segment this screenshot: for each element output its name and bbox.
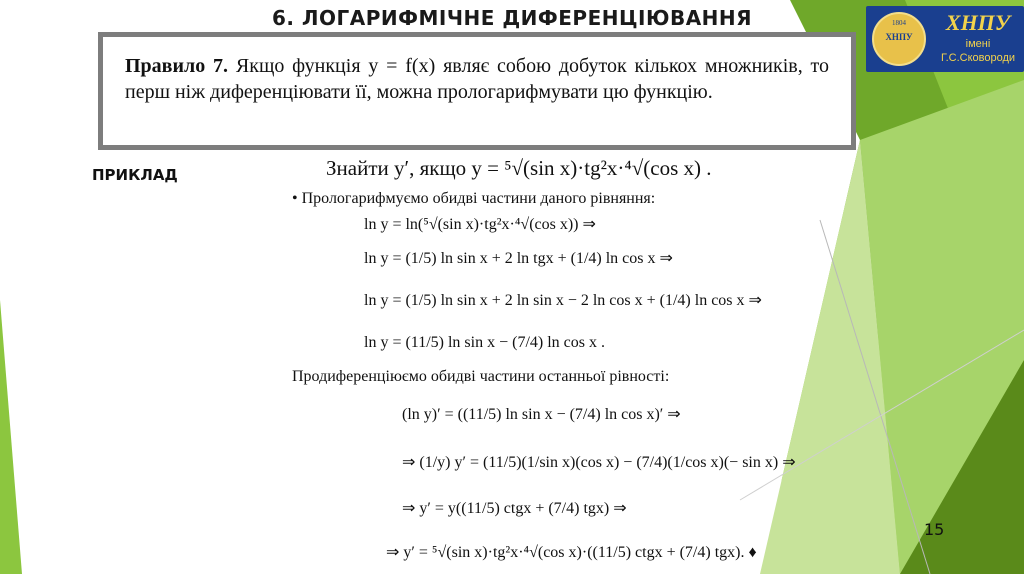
equation-6: ⇒ (1/y) y′ = (11/5)(1/sin x)(cos x) − (7/4)(1/cos x)(− sin x) ⇒ xyxy=(402,454,796,471)
equation-5: (ln y)′ = ((11/5) ln sin x − (7/4) ln cos x)′ ⇒ xyxy=(402,406,681,423)
equation-7: ⇒ y′ = y((11/5) ctgx + (7/4) tgx) ⇒ xyxy=(402,500,627,517)
example-label: ПРИКЛАД xyxy=(92,166,178,184)
logo-line3: Г.С.Сковороди xyxy=(940,52,1016,64)
seal-abbr: ХНПУ xyxy=(885,32,913,42)
university-seal-icon xyxy=(872,12,926,66)
page-number: 15 xyxy=(924,520,945,539)
equation-1: ln y = ln(⁵√(sin x)·tg²x·⁴√(cos x)) ⇒ xyxy=(364,216,596,233)
rule-label: Правило 7. xyxy=(125,55,229,77)
equation-2: ln y = (1/5) ln sin x + 2 ln tgx + (1/4) ln cos x ⇒ xyxy=(364,250,673,267)
equation-4: ln y = (11/5) ln sin x − (7/4) ln cos x . xyxy=(364,334,605,351)
step1-intro: • Прологарифмуємо обидві частини даного рівняння: xyxy=(292,190,656,207)
rule-text: Якщо функція y = f(x) являє собою добуток кількох множників, то перш ніж диференціювати її, можна прологарифмувати цю функцію. xyxy=(125,55,829,103)
step2-intro: Продиференціюємо обидві частини останньої рівності: xyxy=(292,368,670,385)
university-logo xyxy=(866,6,1024,72)
logo-abbr: ХНПУ xyxy=(945,10,1011,35)
logo-line2: імені xyxy=(965,38,991,50)
equation-3: ln y = (1/5) ln sin x + 2 ln sin x − 2 ln cos x + (1/4) ln cos x ⇒ xyxy=(364,292,762,309)
seal-year: 1804 xyxy=(892,19,906,27)
rule-box xyxy=(98,32,856,150)
slide-title: 6. ЛОГАРИФМІЧНЕ ДИФЕРЕНЦІЮВАННЯ xyxy=(271,6,753,30)
equation-8: ⇒ y′ = ⁵√(sin x)·tg²x·⁴√(cos x)·((11/5) ctgx + (7/4) tgx). ♦ xyxy=(386,544,757,561)
task-statement: Знайти y′, якщо y = ⁵√(sin x)·tg²x·⁴√(cos x) . xyxy=(326,156,712,180)
